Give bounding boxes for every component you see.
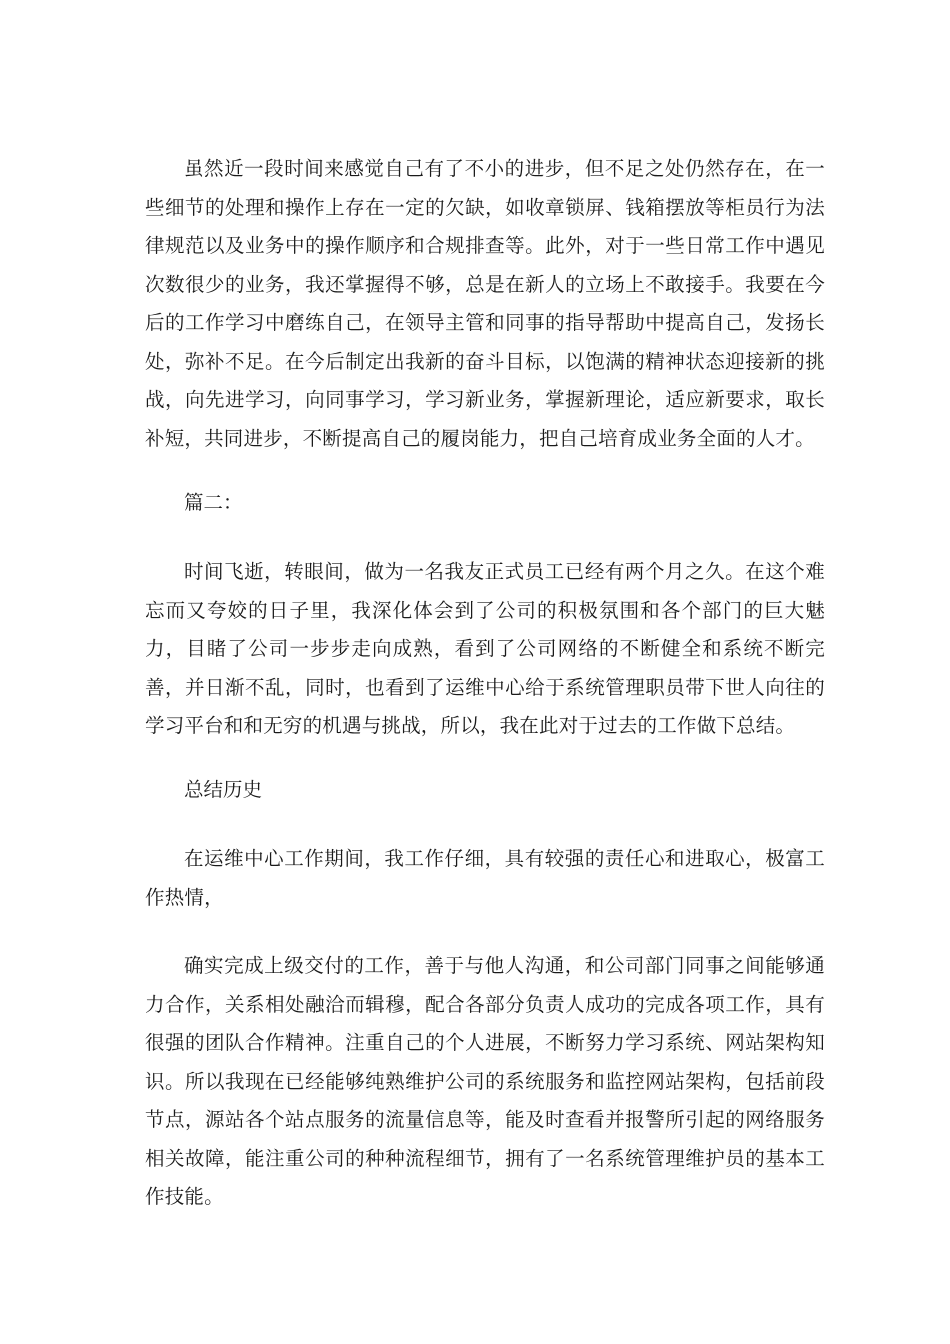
- paragraph-work-achievements: 确实完成上级交付的工作，善于与他人沟通，和公司部门同事之间能够通力合作，关系相处融洽而辑穆，配合各部分负责人成功的完成各项工作，具有很强的团队合作精神。注重自己的个人进展，不断努力学习系统、网站架构知识。所以我现在已经能够纯熟维护公司的系统服务和监控网站架构，包括前段节点，源站各个站点服务的流量信息等，能及时查看并报警所引起的网络服务相关故障，能注重公司的种种流程细节，拥有了一名系统管理维护员的基本工作技能。: [145, 954, 825, 1208]
- section-heading-part-two: 篇二：: [184, 491, 243, 514]
- paragraph-self-assessment: 虽然近一段时间来感觉自己有了不小的进步，但不足之处仍然存在，在一些细节的处理和操作上存在一定的欠缺，如收章锁屏、钱箱摆放等柜员行为法律规范以及业务中的操作顺序和合规排查等。此外，对于一些日常工作中遇见次数很少的业务，我还掌握得不够，总是在新人的立场上不敢接手。我要在今后的工作学习中磨练自己，在领导主管和同事的指导帮助中提高自己，发扬长处，弥补不足。在今后制定出我新的奋斗目标，以饱满的精神状态迎接新的挑战，向先进学习，向同事学习，学习新业务，掌握新理论，适应新要求，取长补短，共同进步，不断提高自己的履岗能力，把自己培育成业务全面的人才。: [145, 157, 825, 450]
- paragraph-work-attitude: 在运维中心工作期间，我工作仔细，具有较强的责任心和进取心，极富工作热情，: [145, 847, 825, 909]
- paragraph-introduction: 时间飞逝，转眼间，做为一名我友正式员工已经有两个月之久。在这个难忘而又夸姣的日子里，我深化体会到了公司的积极氛围和各个部门的巨大魅力，目睹了公司一步步走向成熟，看到了公司网络的不断健全和系统不断完善，并日渐不乱，同时，也看到了运维中心给于系统管理职员带下世人向往的学习平台和和无穷的机遇与挑战，所以，我在此对于过去的工作做下总结。: [145, 560, 825, 737]
- section-heading-summary-history: 总结历史: [184, 778, 263, 801]
